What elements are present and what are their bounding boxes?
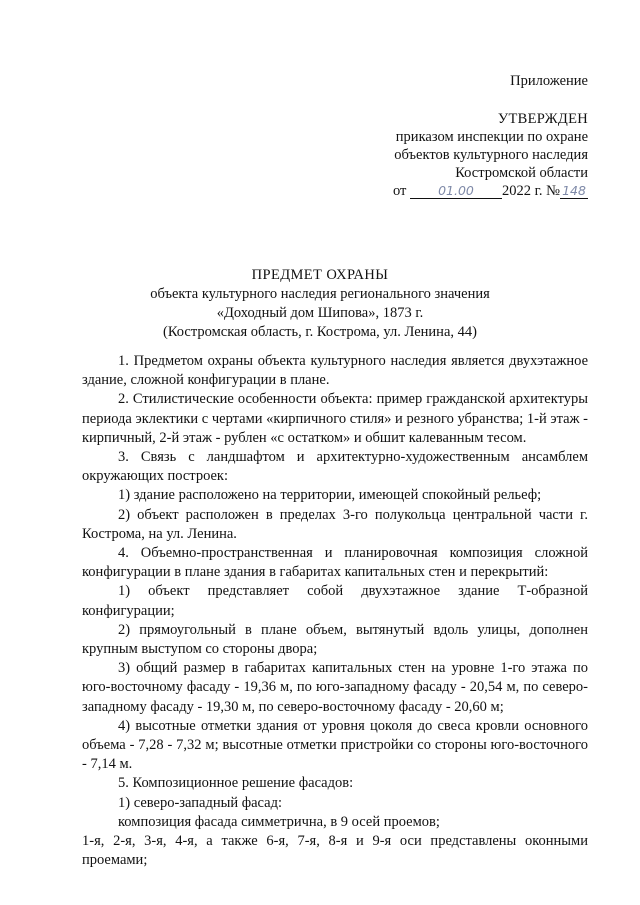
paragraph: 2. Стилистические особенности объекта: пример гражданской архитектуры периода эклектики с чертами «кирпичного стиля» и резного убранства; 1-й этаж - кирпичный, 2-й этаж - рублен «с остатком» и обшит калеванным тесом. <box>82 391 589 446</box>
approval-header <box>328 72 588 200</box>
paragraph: 2) прямоугольный в плане объем, вытянутый вдоль улицы, дополнен крупным выступом со стороны двора; <box>82 621 588 658</box>
approved-label: УТВЕРЖДЕН <box>497 111 588 127</box>
paragraph: 4) высотные отметки здания от уровня цоколя до свеса кровли основного объема - 7,28 - 7,32 м; высотные отметки пристройки со стороны юго-восточного - 7,14 м. <box>82 717 588 773</box>
order-prefix: от <box>392 183 407 199</box>
paragraph: 3. Связь с ландшафтом и архитектурно-художественным ансамблем окружающих построек: <box>82 449 588 485</box>
paragraph: 1-я, 2-я, 3-я, 4-я, а также 6-я, 7-я, 8-я и 9-я оси представлены оконными проемами; <box>82 833 588 869</box>
document-title: ПРЕДМЕТ ОХРАНЫ <box>251 267 389 283</box>
order-year: 2022 г. № <box>501 183 560 199</box>
appendix-label: Приложение <box>510 73 588 89</box>
order-line-3: Костромской области <box>455 165 588 181</box>
title-subline-3: (Костромская область, г. Кострома, ул. Ленина, 44) <box>163 324 477 340</box>
handwritten-order-number: 148 <box>560 184 588 199</box>
paragraph: 1) здание расположено на территории, имеющей спокойный рельеф; <box>118 487 542 504</box>
paragraph: 3) общий размер в габаритах капитальных стен на уровне 1-го этажа по юго-восточному фасаду - 19,36 м, по юго-западному фасаду - 20,54 м, по северо-западному фасаду - 19,30 м, по северо-восточному фасаду - 20,60 м; <box>82 660 588 715</box>
document-title-block <box>0 266 640 342</box>
paragraph: 1. Предметом охраны объекта культурного наследия является двухэтажное здание, сложной конфигурации в плане. <box>82 353 588 389</box>
paragraph: 1) объект представляет собой двухэтажное здание Т-образной конфигурации; <box>82 583 588 619</box>
paragraph: 4. Объемно-пространственная и планировочная композиция сложной конфигурации в плане здания в габаритах капитальных стен и перекрытий: <box>82 545 588 581</box>
handwritten-order-date: 01.00 <box>410 184 502 199</box>
title-subline-2: «Доходный дом Шипова», 1873 г. <box>216 305 424 321</box>
document-body <box>82 352 588 870</box>
paragraph: композиция фасада симметрична, в 9 осей проемов; <box>118 813 440 830</box>
paragraph: 5. Композиционное решение фасадов: <box>118 775 354 792</box>
paragraph: 1) северо-западный фасад: <box>118 794 282 811</box>
title-subline-1: объекта культурного наследия регионального значения <box>150 286 490 302</box>
order-line-1: приказом инспекции по охране <box>395 129 588 145</box>
order-line-2: объектов культурного наследия <box>394 147 588 163</box>
order-date-line <box>328 182 588 200</box>
paragraph: 2) объект расположен в пределах 3-го полукольца центральной части г. Кострома, на ул. Ленина. <box>82 506 588 542</box>
